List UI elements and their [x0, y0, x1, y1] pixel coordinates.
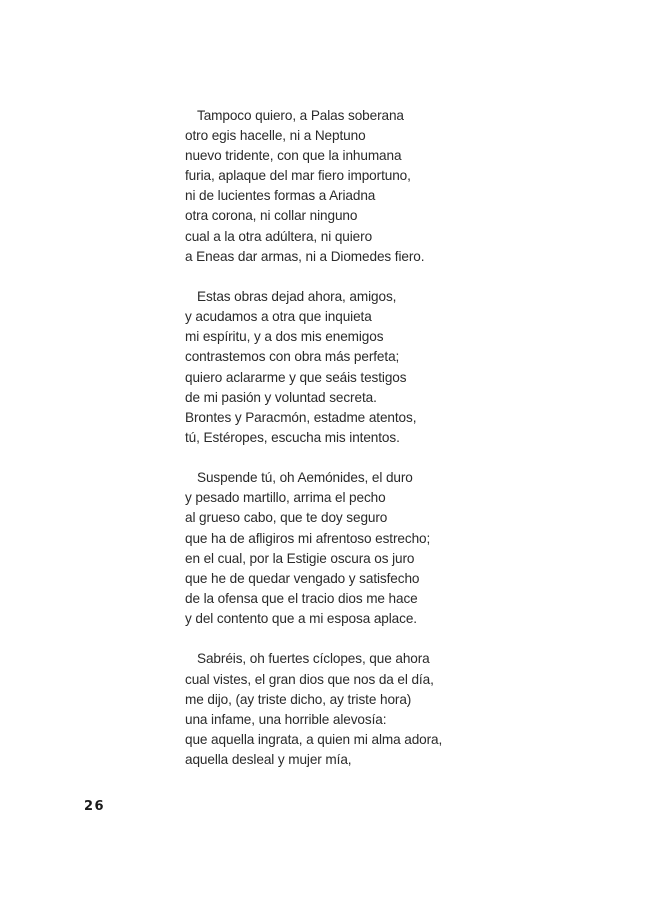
verse-line: al grueso cabo, que te doy seguro	[185, 510, 388, 526]
verse-line: furia, aplaque del mar fiero importuno,	[185, 168, 411, 184]
stanza-2	[185, 287, 485, 448]
verse-line: y pesado martillo, arrima el pecho	[185, 490, 386, 506]
verse-line: que ha de afligiros mi afrentoso estrecho;	[185, 530, 431, 546]
verse-line: una infame, una horrible alevosía:	[185, 711, 387, 727]
verse-line: de la ofensa que el tracio dios me hace	[185, 590, 418, 606]
stanza-3	[185, 468, 485, 629]
verse-line: y del contento que a mi esposa aplace.	[185, 610, 417, 626]
verse-line: quiero aclararme y que seáis testigos	[185, 369, 407, 385]
verse-line: a Eneas dar armas, ni a Diomedes fiero.	[185, 248, 425, 264]
verse-line: Brontes y Paracmón, estadme atentos,	[185, 409, 417, 425]
poem-body	[185, 106, 485, 790]
verse-line: en el cual, por la Estigie oscura os juro	[185, 550, 415, 566]
verse-line: tú, Estéropes, escucha mis intentos.	[185, 429, 400, 445]
verse-line: nuevo tridente, con que la inhumana	[185, 148, 402, 164]
verse-line: Tampoco quiero, a Palas soberana	[197, 108, 404, 123]
stanza-4	[185, 649, 485, 770]
page-number: 26	[84, 799, 106, 814]
verse-line: mi espíritu, y a dos mis enemigos	[185, 329, 384, 345]
verse-line: aquella desleal y mujer mía,	[185, 751, 352, 767]
verse-line: que he de quedar vengado y satisfecho	[185, 570, 420, 586]
verse-line: Estas obras dejad ahora, amigos,	[197, 289, 397, 305]
verse-line: contrastemos con obra más perfeta;	[185, 349, 400, 365]
verse-line: otra corona, ni collar ninguno	[185, 208, 358, 224]
verse-line: cual a la otra adúltera, ni quiero	[185, 228, 373, 244]
verse-line: Sabréis, oh fuertes cíclopes, que ahora	[197, 651, 430, 667]
verse-line: Suspende tú, oh Aemónides, el duro	[197, 470, 413, 486]
verse-line: ni de lucientes formas a Ariadna	[185, 188, 376, 204]
stanza-1	[185, 106, 485, 267]
verse-line: cual vistes, el gran dios que nos da el día,	[185, 671, 434, 687]
verse-line: que aquella ingrata, a quien mi alma adora,	[185, 731, 443, 747]
verse-line: me dijo, (ay triste dicho, ay triste hora)	[185, 691, 412, 707]
verse-line: otro egis hacelle, ni a Neptuno	[185, 128, 366, 144]
verse-line: y acudamos a otra que inquieta	[185, 309, 372, 325]
verse-line: de mi pasión y voluntad secreta.	[185, 389, 377, 405]
